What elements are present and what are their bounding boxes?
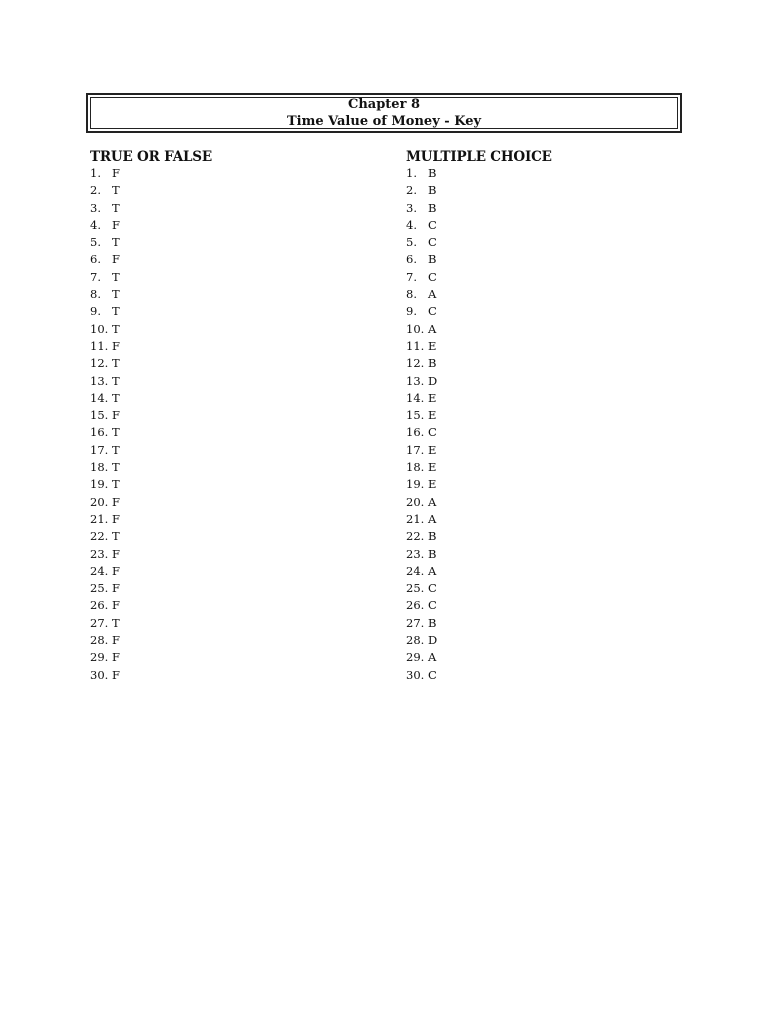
true-false-question-number: 7. (90, 269, 101, 284)
true-false-answer: T (112, 235, 120, 250)
true-false-answer-row (90, 615, 390, 632)
true-false-answer-row (90, 597, 390, 614)
true-false-answer-row (90, 667, 390, 684)
true-false-answer: F (112, 408, 120, 423)
multiple-choice-answer: A (428, 321, 437, 336)
true-false-answer-row (90, 182, 390, 199)
multiple-choice-section (406, 148, 706, 684)
true-false-question-number: 15. (90, 408, 109, 423)
true-false-answer: F (112, 598, 120, 613)
multiple-choice-question-number: 12. (406, 356, 425, 371)
multiple-choice-question-number: 8. (406, 287, 417, 302)
true-false-answer-row (90, 407, 390, 424)
true-false-question-number: 5. (90, 235, 101, 250)
multiple-choice-answer: B (428, 200, 437, 215)
true-false-question-number: 20. (90, 494, 109, 509)
true-false-answer-row (90, 563, 390, 580)
multiple-choice-answer: A (428, 511, 437, 526)
multiple-choice-question-number: 15. (406, 408, 425, 423)
multiple-choice-answer-row (406, 217, 706, 234)
multiple-choice-answer: B (428, 252, 437, 267)
true-false-answer-row (90, 459, 390, 476)
multiple-choice-question-number: 7. (406, 269, 417, 284)
true-false-question-number: 8. (90, 287, 101, 302)
multiple-choice-answer-row (406, 494, 706, 511)
multiple-choice-answer: A (428, 563, 437, 578)
true-false-answer-row (90, 390, 390, 407)
true-false-answer: T (112, 200, 120, 215)
multiple-choice-answer-row (406, 321, 706, 338)
true-false-question-number: 19. (90, 477, 109, 492)
multiple-choice-answer: E (428, 390, 437, 405)
multiple-choice-question-number: 6. (406, 252, 417, 267)
multiple-choice-answer: B (428, 529, 437, 544)
true-false-question-number: 9. (90, 304, 101, 319)
multiple-choice-question-number: 1. (406, 166, 417, 180)
multiple-choice-question-number: 19. (406, 477, 425, 492)
true-false-answer: T (112, 269, 120, 284)
true-false-answer: F (112, 563, 120, 578)
title-inner-frame (90, 97, 678, 129)
multiple-choice-answer-row (406, 649, 706, 666)
multiple-choice-answer: D (428, 633, 438, 648)
multiple-choice-question-number: 29. (406, 650, 425, 665)
true-false-answer: F (112, 546, 120, 561)
true-false-question-number: 18. (90, 460, 109, 475)
true-false-question-number: 1. (90, 166, 101, 180)
true-false-question-number: 26. (90, 598, 109, 613)
multiple-choice-answer: C (428, 235, 437, 250)
multiple-choice-answer: E (428, 338, 437, 353)
multiple-choice-question-number: 27. (406, 615, 425, 630)
multiple-choice-question-number: 5. (406, 235, 417, 250)
true-false-question-number: 6. (90, 252, 101, 267)
multiple-choice-answer-row (406, 442, 706, 459)
true-false-question-number: 4. (90, 217, 101, 232)
multiple-choice-answer: C (428, 667, 437, 682)
true-false-answer: T (112, 425, 120, 440)
multiple-choice-answer-row (406, 200, 706, 217)
multiple-choice-answer: B (428, 356, 437, 371)
true-false-answer: F (112, 511, 120, 526)
multiple-choice-question-number: 28. (406, 633, 425, 648)
multiple-choice-answer: B (428, 166, 437, 180)
true-false-answer: T (112, 442, 120, 457)
true-false-question-number: 14. (90, 390, 109, 405)
multiple-choice-answer-row (406, 546, 706, 563)
multiple-choice-answer-row (406, 251, 706, 268)
true-false-answer: T (112, 321, 120, 336)
true-false-answer-row (90, 234, 390, 251)
true-false-answer: T (112, 477, 120, 492)
multiple-choice-answer: E (428, 408, 437, 423)
multiple-choice-answer-row (406, 563, 706, 580)
multiple-choice-answer: E (428, 442, 437, 457)
true-false-question-number: 17. (90, 442, 109, 457)
multiple-choice-answer-row (406, 182, 706, 199)
multiple-choice-answer: C (428, 425, 437, 440)
true-false-answer-row (90, 424, 390, 441)
true-false-answer: F (112, 217, 120, 232)
true-false-answer: T (112, 615, 120, 630)
true-false-section (90, 148, 390, 684)
multiple-choice-question-number: 23. (406, 546, 425, 561)
true-false-answer-row (90, 580, 390, 597)
true-false-answer: F (112, 252, 120, 267)
title-box (86, 93, 682, 133)
multiple-choice-answer-row (406, 597, 706, 614)
multiple-choice-answer-row (406, 424, 706, 441)
multiple-choice-answer: D (428, 373, 438, 388)
chapter-title: Chapter 8 (347, 97, 420, 112)
true-false-answer: F (112, 650, 120, 665)
multiple-choice-question-number: 21. (406, 511, 425, 526)
true-false-question-number: 25. (90, 581, 109, 596)
true-false-question-number: 24. (90, 563, 109, 578)
multiple-choice-answer-row (406, 528, 706, 545)
true-false-answer: T (112, 356, 120, 371)
true-false-question-number: 27. (90, 615, 109, 630)
multiple-choice-answer: C (428, 217, 437, 232)
true-false-question-number: 21. (90, 511, 109, 526)
true-false-answer-row (90, 355, 390, 372)
true-false-question-number: 28. (90, 633, 109, 648)
true-false-question-number: 11. (90, 338, 109, 353)
multiple-choice-answer-row (406, 476, 706, 493)
true-false-question-number: 29. (90, 650, 109, 665)
multiple-choice-answer-row (406, 338, 706, 355)
true-false-answer: F (112, 494, 120, 509)
chapter-subtitle: Time Value of Money - Key (286, 114, 482, 129)
multiple-choice-answer: A (428, 287, 437, 302)
multiple-choice-question-number: 22. (406, 529, 425, 544)
true-false-answer: F (112, 667, 120, 682)
true-false-answer-row (90, 286, 390, 303)
multiple-choice-question-number: 24. (406, 563, 425, 578)
true-false-answer: T (112, 390, 120, 405)
true-false-question-number: 12. (90, 356, 109, 371)
multiple-choice-question-number: 11. (406, 338, 425, 353)
multiple-choice-question-number: 10. (406, 321, 425, 336)
true-false-answer-row (90, 511, 390, 528)
true-false-answer: T (112, 304, 120, 319)
multiple-choice-answer-row (406, 165, 706, 182)
true-false-answer-row (90, 303, 390, 320)
true-false-question-number: 3. (90, 200, 101, 215)
multiple-choice-answer-row (406, 373, 706, 390)
multiple-choice-question-number: 26. (406, 598, 425, 613)
multiple-choice-question-number: 16. (406, 425, 425, 440)
multiple-choice-answer: C (428, 581, 437, 596)
multiple-choice-answer: C (428, 269, 437, 284)
true-false-answer: T (112, 183, 120, 198)
multiple-choice-answer-row (406, 511, 706, 528)
multiple-choice-answer-row (406, 355, 706, 372)
true-false-answer: T (112, 373, 120, 388)
true-false-answer-row (90, 217, 390, 234)
multiple-choice-answer: C (428, 598, 437, 613)
multiple-choice-answer: A (428, 650, 437, 665)
multiple-choice-question-number: 2. (406, 183, 417, 198)
multiple-choice-question-number: 3. (406, 200, 417, 215)
multiple-choice-answer-row (406, 407, 706, 424)
true-false-answer: T (112, 529, 120, 544)
true-false-heading: TRUE OR FALSE (90, 149, 212, 165)
multiple-choice-question-number: 14. (406, 390, 425, 405)
multiple-choice-answer-list (406, 165, 706, 684)
multiple-choice-answer: E (428, 477, 437, 492)
true-false-question-number: 13. (90, 373, 109, 388)
true-false-answer: F (112, 581, 120, 596)
true-false-answer-row (90, 165, 390, 182)
multiple-choice-answer-row (406, 459, 706, 476)
true-false-question-number: 2. (90, 183, 101, 198)
true-false-answer-row (90, 632, 390, 649)
multiple-choice-answer-row (406, 632, 706, 649)
multiple-choice-answer-row (406, 390, 706, 407)
multiple-choice-question-number: 30. (406, 667, 425, 682)
true-false-answer-row (90, 442, 390, 459)
true-false-answer-row (90, 338, 390, 355)
multiple-choice-question-number: 13. (406, 373, 425, 388)
true-false-question-number: 22. (90, 529, 109, 544)
true-false-answer-row (90, 546, 390, 563)
multiple-choice-answer: E (428, 460, 437, 475)
multiple-choice-question-number: 4. (406, 217, 417, 232)
multiple-choice-question-number: 20. (406, 494, 425, 509)
true-false-answer-row (90, 528, 390, 545)
true-false-question-number: 30. (90, 667, 109, 682)
multiple-choice-question-number: 18. (406, 460, 425, 475)
multiple-choice-answer-row (406, 303, 706, 320)
true-false-question-number: 23. (90, 546, 109, 561)
multiple-choice-answer-row (406, 615, 706, 632)
true-false-answer-row (90, 200, 390, 217)
true-false-question-number: 16. (90, 425, 109, 440)
true-false-answer-row (90, 494, 390, 511)
multiple-choice-question-number: 17. (406, 442, 425, 457)
multiple-choice-question-number: 9. (406, 304, 417, 319)
multiple-choice-answer: B (428, 615, 437, 630)
multiple-choice-heading: MULTIPLE CHOICE (406, 149, 552, 165)
multiple-choice-answer-row (406, 580, 706, 597)
true-false-answer-row (90, 373, 390, 390)
multiple-choice-answer: B (428, 546, 437, 561)
true-false-answer: F (112, 633, 120, 648)
true-false-question-number: 10. (90, 321, 109, 336)
true-false-answer: T (112, 460, 120, 475)
true-false-answer-row (90, 476, 390, 493)
multiple-choice-answer-row (406, 234, 706, 251)
multiple-choice-answer-row (406, 667, 706, 684)
true-false-answer-row (90, 649, 390, 666)
true-false-answer-row (90, 269, 390, 286)
multiple-choice-question-number: 25. (406, 581, 425, 596)
multiple-choice-answer: C (428, 304, 437, 319)
true-false-answer-row (90, 321, 390, 338)
true-false-answer: F (112, 166, 120, 180)
multiple-choice-answer-row (406, 269, 706, 286)
true-false-answer-list (90, 165, 390, 684)
multiple-choice-answer: A (428, 494, 437, 509)
multiple-choice-answer-row (406, 286, 706, 303)
multiple-choice-answer: B (428, 183, 437, 198)
true-false-answer: F (112, 338, 120, 353)
true-false-answer-row (90, 251, 390, 268)
true-false-answer: T (112, 287, 120, 302)
